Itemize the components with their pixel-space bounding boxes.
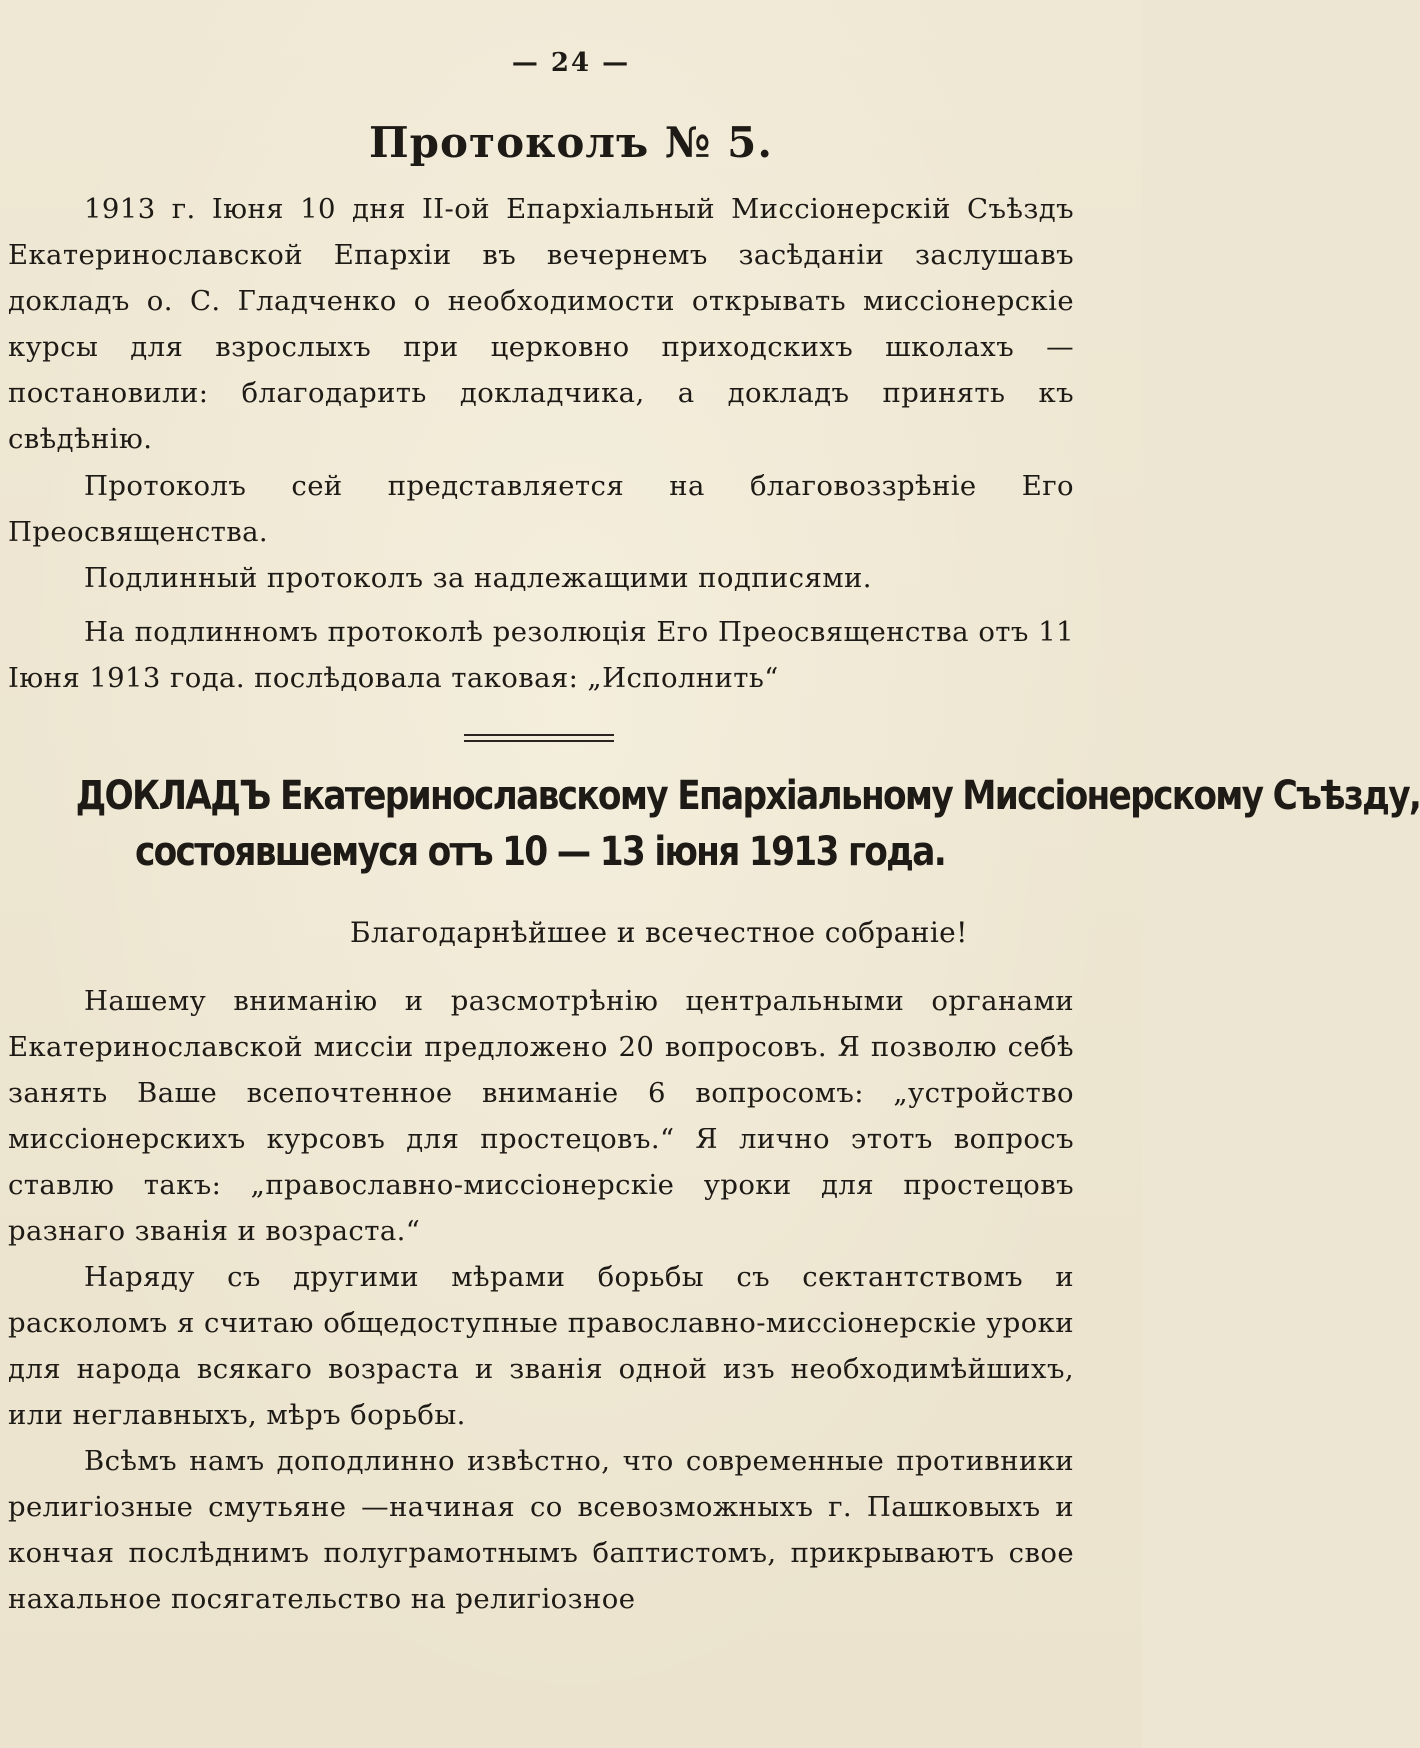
protocol-paragraph-3: Подлинный протоколъ за надлежащими подписями.	[84, 562, 872, 594]
protocol-title: Протоколъ № 5.	[369, 118, 773, 167]
report-paragraph-3: Всѣмъ намъ доподлинно извѣстно, что современные противники религіозные смутьяне —начиная со всевозможныхъ г. Пашковыхъ и кончая послѣднимъ полуграмотнымъ баптистомъ, прикрываютъ свое нахальное посягательство на религіозное	[8, 1445, 1074, 1615]
report-paragraph-2: Наряду съ другими мѣрами борьбы съ сектантствомъ и расколомъ я считаю общедоступные православно-миссіонерскіе уроки для народа всякаго возраста и званія одной изъ необходимѣйшихъ, или неглавныхъ, мѣръ борьбы.	[8, 1261, 1074, 1431]
protocol-paragraph-4: На подлинномъ протоколѣ резолюція Его Преосвященства отъ 11 Іюня 1913 года. послѣдовала таковая: „Исполнить“	[8, 616, 1074, 694]
protocol-paragraph-1: 1913 г. Іюня 10 дня II-ой Епархіальный Миссіонерскій Съѣздъ Екатеринославской Епархіи въ вечернемъ засѣданіи заслушавъ докладъ о. С. Гладченко о необходимости открывать миссіонерскіе курсы для взрослыхъ при церковно приходскихъ школахъ —постановили: благодарить докладчика, а докладъ принять къ свѣдѣнію.	[8, 193, 1074, 455]
report-title-line-1: ДОКЛАДЪ Екатеринославскому Епархіальному Миссіонерскому Съѣзду,	[75, 773, 1420, 819]
report-title	[0, 768, 1420, 880]
section-divider	[464, 734, 614, 742]
report-paragraph-1: Нашему вниманію и разсмотрѣнію центральными органами Екатеринославской миссіи предложено 20 вопросовъ. Я позволю себѣ занять Ваше всепочтенное вниманіе 6 вопросомъ: „устройство миссіонерскихъ курсовъ для простецовъ.“ Я лично этотъ вопросъ ставлю такъ: „православно-миссіонерскіе уроки для простецовъ разнаго званія и возраста.“	[8, 985, 1074, 1247]
report-greeting: Благодарнѣйшее и всечестное собраніе!	[350, 916, 968, 949]
page-number: — 24 —	[511, 48, 631, 78]
report-title-line-2: состоявшемуся отъ 10 — 13 іюня 1913 года.	[134, 829, 946, 875]
protocol-paragraph-2: Протоколъ сей представляется на благовоззрѣніе Его Преосвященства.	[8, 470, 1074, 548]
